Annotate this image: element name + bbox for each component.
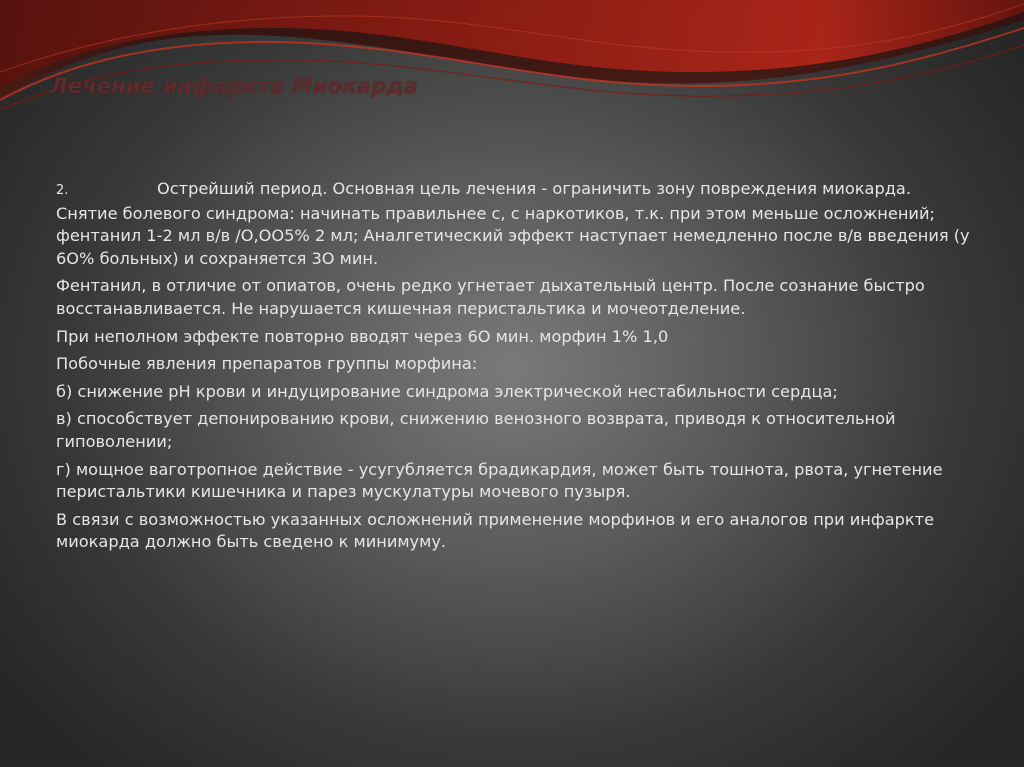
paragraph-4: Побочные явления препаратов группы морфина: [56,354,478,374]
paragraph-2: Фентанил, в отличие от опиатов, очень редко угнетает дыхательный центр. После сознание быстро восстанавливается. Не нарушается кишечная перистальтика и мочеотделение. [56,276,925,318]
paragraph-1 [56,178,971,270]
paragraph-6: в) способствует депонированию крови, снижению венозного возврата, приводя к относительной гиповолении; [56,409,896,451]
paragraph-8: В связи с возможностью указанных осложнений применение морфинов и его аналогов при инфаркте миокарда должно быть сведено к минимуму. [56,509,935,552]
paragraph-1-text: Острейший период. Основная цель лечения - ограничить зону повреждения миокарда. Снятие болевого синдрома: начинать правильнее с, с наркотиков, т.к. при этом меньше осложнений; фентанил 1-2 мл в/в /О,ОО5% 2 мл; Аналгетический эффект наступает немедленно после в/в введения (у 6О% больных) и сохраняется 3О мин. [56,179,970,268]
header-swoosh-decoration [0,0,1024,120]
paragraph-7: г) мощное ваготропное действие - усугубляется брадикардия, может быть тошнота, рвота, угнетение перистальтики кишечника и парез мускулатуры мочевого пузыря. [56,459,943,502]
list-number: 2. [56,183,69,198]
paragraph-5: б) снижение рН крови и индуцирование синдрома электрической нестабильности сердца; [56,381,838,401]
slide-body [56,178,971,559]
slide-title: Лечение инфаркта Миокарда [50,74,418,98]
paragraph-3: При неполном эффекте повторно вводят через 6О мин. морфин 1% 1,0 [56,326,669,346]
